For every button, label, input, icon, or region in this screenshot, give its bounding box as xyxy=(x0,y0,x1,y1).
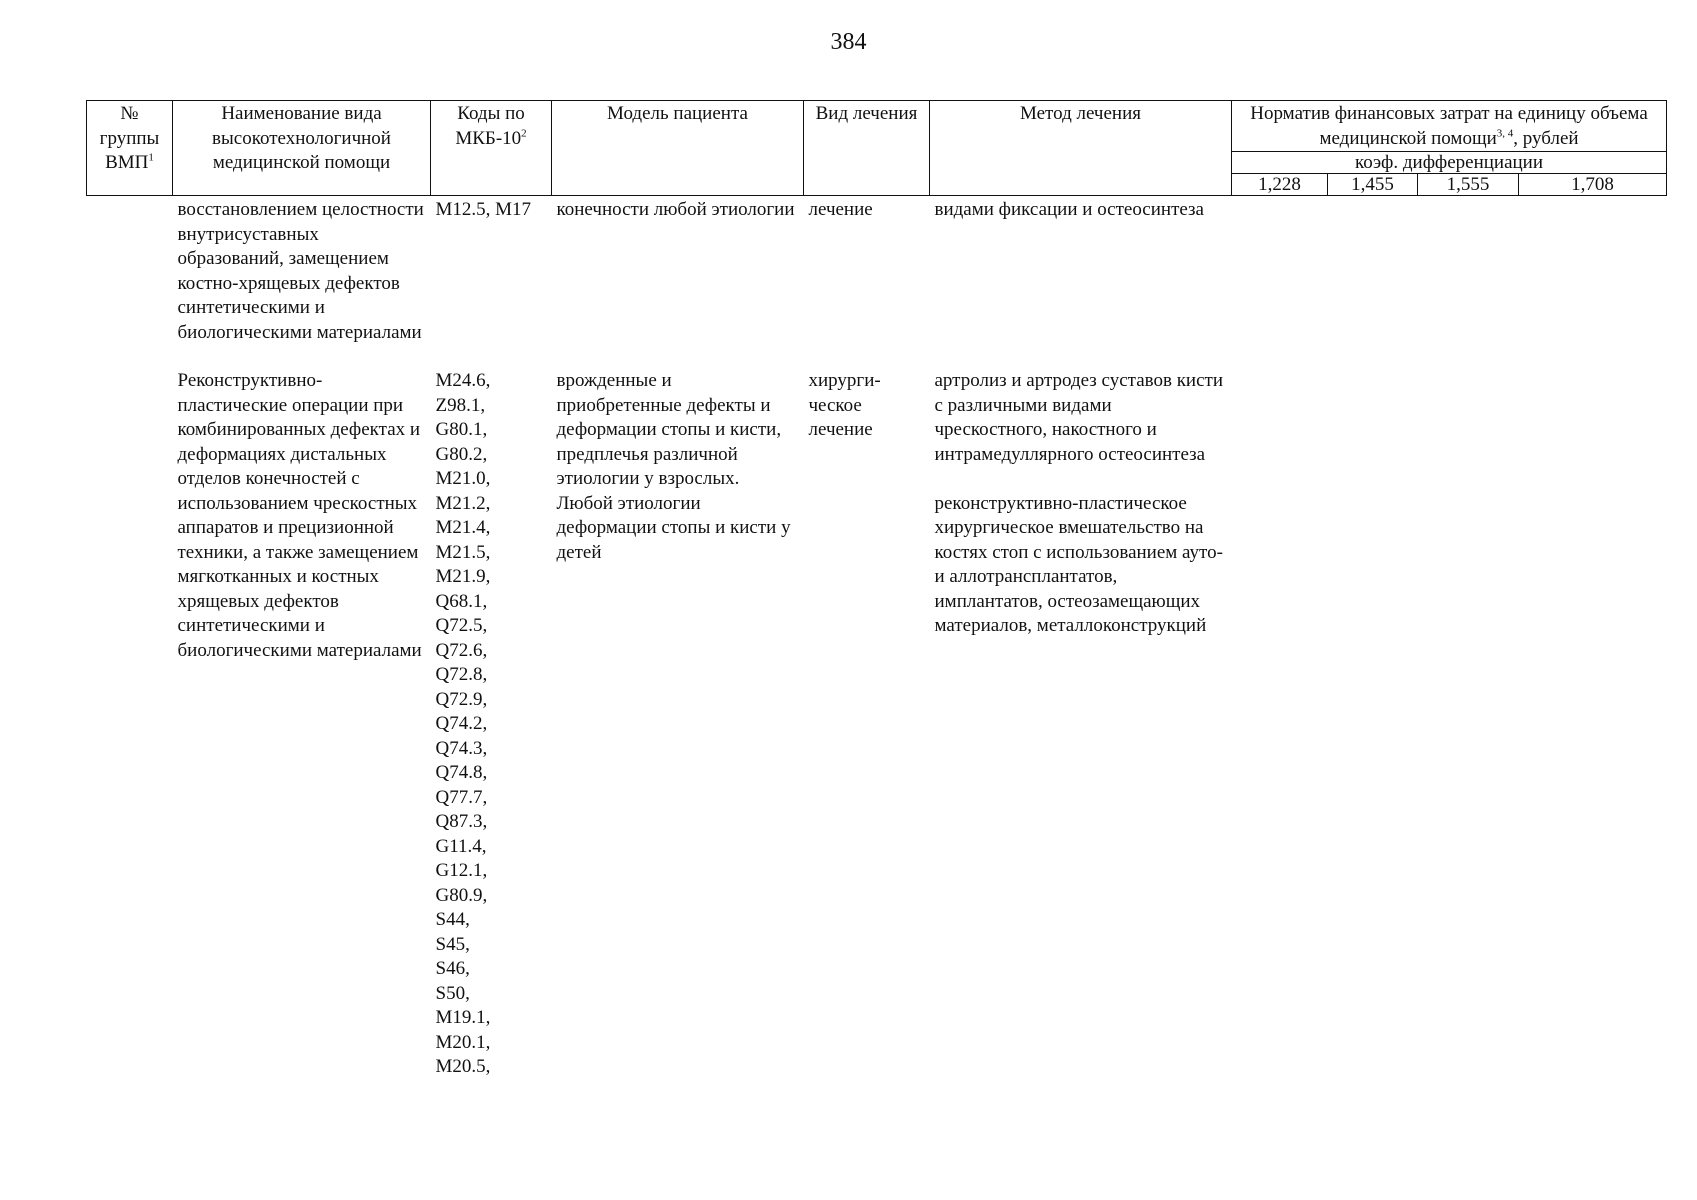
table-header xyxy=(87,101,1667,196)
page-number: 384 xyxy=(830,29,867,55)
header-method: Метод лечения xyxy=(930,101,1232,196)
cell-norm xyxy=(1232,369,1328,1080)
icd-code: Q74.2, xyxy=(435,713,488,734)
icd-code: M24.6, xyxy=(435,370,491,391)
icd-code: Q72.6, xyxy=(435,639,488,661)
cell-group xyxy=(87,196,173,346)
cell-group xyxy=(87,369,173,1080)
icd-code: Q74.8, xyxy=(435,762,488,783)
header-coef-value: 1,228 xyxy=(1232,174,1328,196)
header-group-no-text: № группы ВМП xyxy=(99,103,160,173)
icd-code: M21.4, xyxy=(435,517,491,538)
header-norm-suffix: , рублей xyxy=(1513,127,1579,149)
cell-norm xyxy=(1519,369,1667,1080)
icd-code: S44, xyxy=(435,909,470,930)
cell-name: восстановлением целостности внутрисуставных образований, замещением костно-хрящевых дефектов синтетическими и биологическими материалами xyxy=(177,199,424,343)
cell-method: видами фиксации и остеосинтеза xyxy=(934,199,1204,220)
icd-code: M21.5, xyxy=(435,541,491,563)
icd-code: G11.4, xyxy=(435,835,487,857)
icd-code: S50, xyxy=(435,982,470,1004)
table-body xyxy=(87,196,1667,1080)
cell-norm xyxy=(1418,369,1519,1080)
icd-code: S46, xyxy=(435,958,470,979)
icd-code: Q72.8, xyxy=(435,664,488,685)
footnote-3-4-marker: 3, 4 xyxy=(1496,127,1514,140)
cell-patient-model: конечности любой этиологии xyxy=(556,199,795,220)
cell-patient-model: врожденные и приобретенные дефекты и деформации стопы и кисти, предплечья различной этиологии у взрослых. Любой этиологии деформации стопы и кисти у детей xyxy=(556,370,791,563)
cell-method xyxy=(930,369,1232,1080)
icd-code: M20.5, xyxy=(435,1056,491,1077)
cell-codes: M12.5, M17 xyxy=(435,199,532,220)
header-group-no xyxy=(87,101,173,196)
header-coef-value: 1,555 xyxy=(1418,174,1519,196)
icd-code: S45, xyxy=(435,933,470,955)
row-spacer xyxy=(87,345,1667,369)
icd-code: Q77.7, xyxy=(435,786,488,808)
header-norm xyxy=(1232,101,1667,152)
header-patient-model: Модель пациента xyxy=(552,101,804,196)
cell-treatment-type: лечение xyxy=(808,199,873,220)
header-coef: коэф. дифференциации xyxy=(1232,152,1667,174)
header-coef-value: 1,455 xyxy=(1328,174,1418,196)
icd-code: Z98.1, xyxy=(435,394,486,416)
icd-code: G80.9, xyxy=(435,884,488,906)
cell-name: Реконструктивно-пластические операции при комбинированных дефектах и деформациях дистальных отделов конечностей с использованием чрескостных аппаратов и прецизионной техники, а также замещением мягкотканных и костных хрящевых дефектов синтетическими и биологическими материалами xyxy=(177,370,422,661)
vmp-table xyxy=(86,100,1667,1080)
header-codes xyxy=(431,101,552,196)
icd-code: Q72.5, xyxy=(435,615,488,636)
icd-code: Q74.3, xyxy=(435,737,488,759)
table-row xyxy=(87,369,1667,1080)
cell-norm xyxy=(1418,196,1519,346)
icd-code: M21.0, xyxy=(435,468,491,489)
cell-norm xyxy=(1328,369,1418,1080)
header-name: Наименование вида высокотехнологичной медицинской помощи xyxy=(173,101,431,196)
icd-code: Q87.3, xyxy=(435,811,488,832)
icd-code: G12.1, xyxy=(435,860,488,881)
codes-list xyxy=(436,369,547,1080)
icd-code: M21.9, xyxy=(435,566,491,587)
cell-norm xyxy=(1232,196,1328,346)
cell-norm xyxy=(1519,196,1667,346)
header-norm-text: Норматив финансовых затрат на единицу объема медицинской помощи xyxy=(1250,103,1648,149)
header-treatment-type: Вид лечения xyxy=(804,101,930,196)
icd-code: Q68.1, xyxy=(435,590,488,612)
method-item: артролиз и артродез суставов кисти с различными видами чрескостного, накостного и интрамедуллярного остеосинтеза xyxy=(934,370,1223,465)
table-row xyxy=(87,196,1667,346)
footnote-1-marker: 1 xyxy=(148,151,154,164)
icd-code: M20.1, xyxy=(435,1031,491,1053)
header-coef-value: 1,708 xyxy=(1519,174,1667,196)
cell-treatment-type: хирурги-ческое лечение xyxy=(808,370,881,440)
cell-codes xyxy=(431,369,552,1080)
icd-code: M21.2, xyxy=(435,492,491,514)
header-codes-text: Коды по МКБ-10 xyxy=(455,103,525,149)
method-item: реконструктивно-пластическое хирургическое вмешательство на костях стоп с использованием ауто- и аллотрансплантатов, имплантатов, остеозамещающих материалов, металлоконструкций xyxy=(934,492,1223,636)
icd-code: G80.1, xyxy=(435,419,488,440)
footnote-2-marker: 2 xyxy=(521,127,527,140)
icd-code: Q72.9, xyxy=(435,688,488,710)
icd-code: M19.1, xyxy=(435,1007,491,1028)
icd-code: G80.2, xyxy=(435,443,488,465)
cell-norm xyxy=(1328,196,1418,346)
